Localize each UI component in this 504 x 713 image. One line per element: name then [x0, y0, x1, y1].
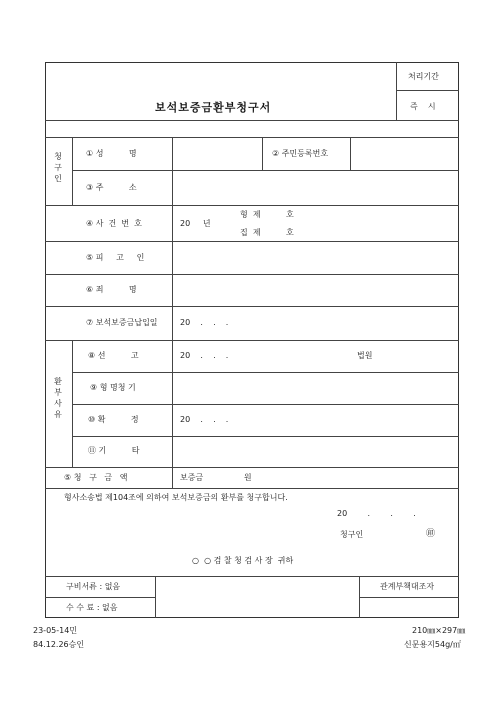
sentence-date: 20 . . . — [180, 351, 229, 360]
case-number-year: 20 년 — [180, 219, 211, 228]
name-label: ① 성 명 — [86, 149, 137, 158]
bail-paid-date-label: ⑦ 보석보증금납입일 — [86, 318, 158, 327]
paper-type: 신문용지54g/㎡ — [404, 640, 461, 649]
rrn-label: ② 주민등록번호 — [272, 149, 329, 158]
sentence-label: ⑧ 선 고 — [88, 351, 139, 360]
address-label: ③ 주 소 — [86, 183, 137, 192]
claim-amount-value: 보증금 원 — [180, 473, 252, 482]
dismissal-label: ⑨ 형 명청 기 — [90, 383, 136, 392]
approval-date: 84.12.26승인 — [33, 640, 85, 649]
seal-mark: ㊞ — [426, 529, 436, 539]
crime-field[interactable] — [175, 278, 456, 303]
form-title: 보석보증금환부청구서 — [155, 101, 272, 114]
case-number-jipje: 집 제 호 — [240, 228, 294, 237]
refund-reasons-group-label: 환 부 사 유 — [54, 377, 62, 419]
claim-date: 20 . . . — [337, 509, 416, 518]
crime-label: ⑥ 죄 명 — [86, 285, 137, 294]
bail-paid-date-value: 20 . . . — [180, 318, 229, 327]
finalized-date: 20 . . . — [180, 415, 229, 424]
defendant-label: ⑤ 피 고 인 — [86, 253, 145, 262]
address-field[interactable] — [175, 175, 456, 201]
required-docs: 구비서류 : 없음 — [66, 582, 121, 591]
fee: 수 수 료 : 없음 — [66, 603, 118, 612]
other-label: ⑪ 기 타 — [88, 446, 140, 455]
name-field[interactable] — [175, 143, 259, 165]
defendant-field[interactable] — [175, 245, 456, 271]
sentence-court: 법원 — [357, 351, 373, 360]
processing-period-label: 처리기간 — [408, 72, 439, 81]
case-number-label: ④ 사 건 번 호 — [86, 219, 142, 228]
paper-size: 210㎜×297㎜ — [412, 626, 466, 635]
case-number-hyeongje: 형 제 호 — [240, 210, 294, 219]
processing-period-value: 즉 시 — [410, 102, 436, 111]
responsible-official: 관계부책대조자 — [380, 582, 435, 591]
addressee: ○ ○ 검 찰 청 검 사 장 귀하 — [192, 556, 294, 565]
other-field[interactable] — [175, 440, 456, 464]
form-code: 23-05-14민 — [33, 626, 78, 635]
claim-amount-label: ⑤ 청 구 금 액 — [64, 473, 128, 482]
claimant-group-label: 청 구 인 — [54, 152, 62, 183]
finalized-label: ⑩ 확 정 — [88, 415, 139, 424]
claim-statement: 형사소송법 제104조에 의하여 보석보증금의 환부를 청구합니다. — [64, 493, 288, 502]
rrn-field[interactable] — [353, 143, 456, 165]
claimant-sign-label: 청구인 — [340, 530, 364, 539]
